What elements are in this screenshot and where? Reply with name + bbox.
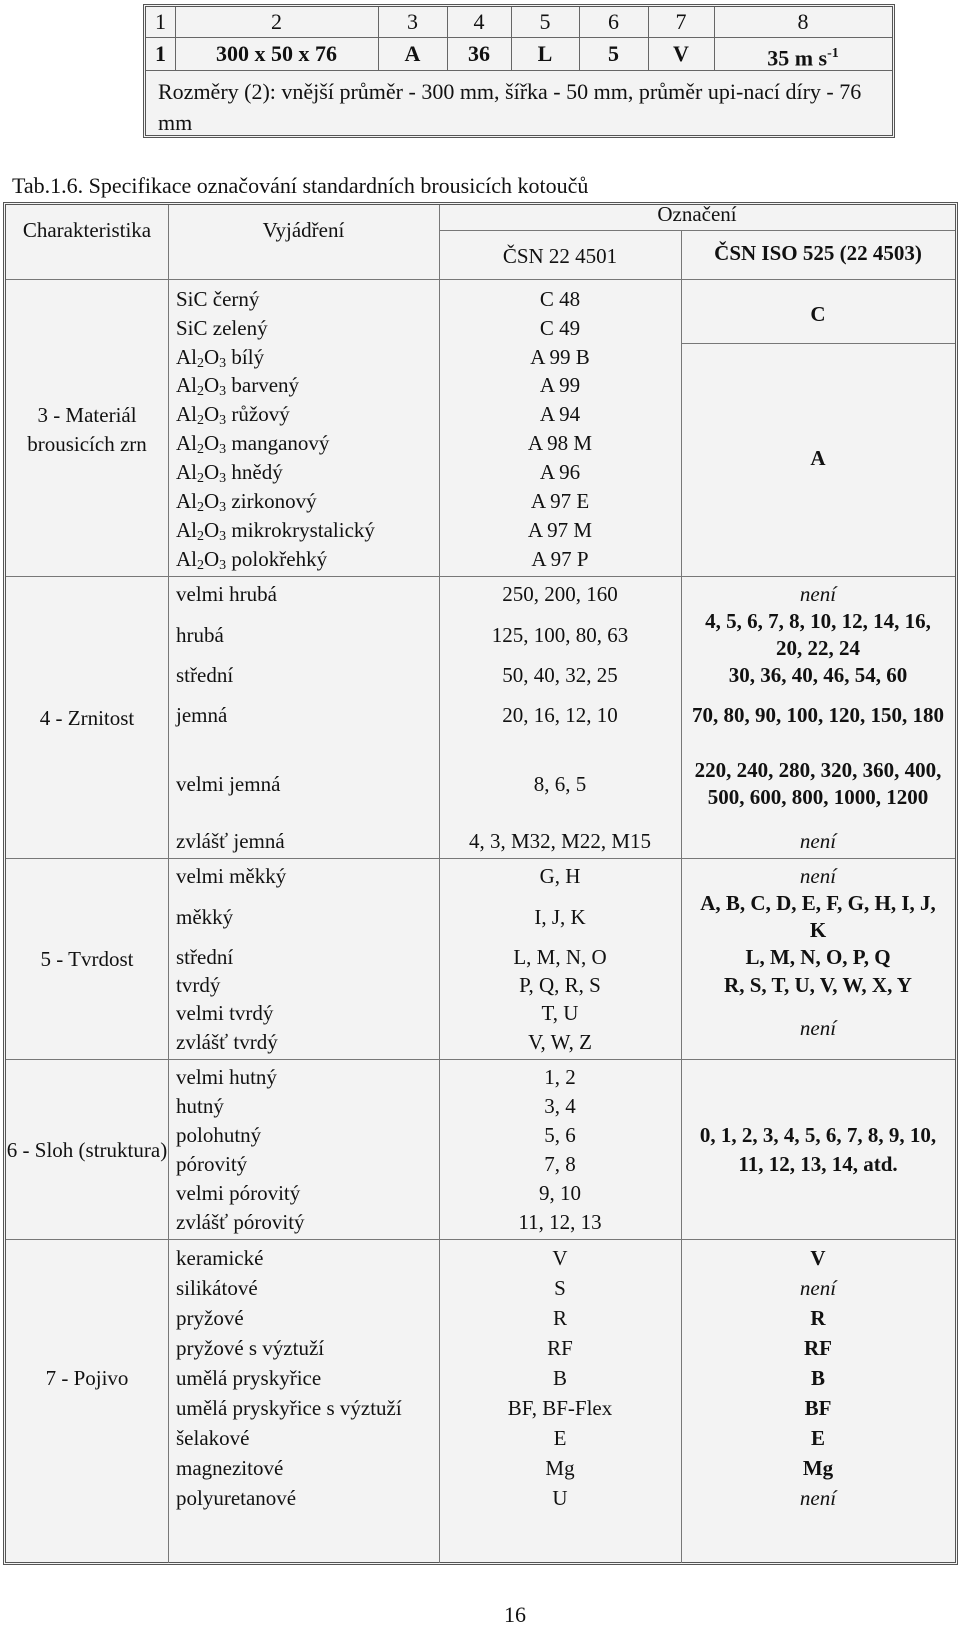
expression-cell: umělá pryskyřice bbox=[176, 1365, 322, 1390]
table-caption: Tab.1.6. Specifikace označování standardních brousicích kotoučů bbox=[12, 173, 589, 198]
csn-code-cell: 11, 12, 13 bbox=[518, 1210, 602, 1234]
expression-cell: velmi hutný bbox=[176, 1065, 277, 1089]
csn-code-cell: 5, 6 bbox=[544, 1123, 576, 1147]
example-value-cell: 1 bbox=[155, 41, 166, 66]
csn-code-cell: V bbox=[552, 1245, 568, 1270]
csn-code-cell: 8, 6, 5 bbox=[533, 771, 587, 796]
expression-cell: polohutný bbox=[176, 1123, 262, 1147]
csn-code-cell: A 99 B bbox=[530, 344, 590, 369]
csn-code-cell: G, H bbox=[539, 864, 581, 888]
example-value-cell: 36 bbox=[468, 41, 490, 66]
csn-code-cell: BF, BF-Flex bbox=[507, 1395, 613, 1420]
csn-code-cell: P, Q, R, S bbox=[519, 972, 601, 997]
csn-code-cell: A 97 M bbox=[527, 518, 593, 542]
example-value-cell: 300 x 50 x 76 bbox=[216, 41, 337, 66]
expression-cell: zvlášť pórovitý bbox=[176, 1210, 305, 1234]
iso-code-cell: 30, 36, 40, 46, 54, 60 bbox=[728, 662, 908, 687]
expression-cell: pórovitý bbox=[176, 1152, 248, 1176]
dimension-note: Rozměry (2): vnější průměr - 300 mm, šířka - 50 mm, průměr upi-nací díry - 76 mm bbox=[158, 79, 862, 135]
expression-cell: jemná bbox=[176, 702, 228, 727]
csn-code-cell: 125, 100, 80, 63 bbox=[491, 622, 629, 647]
iso-code-cell: Mg bbox=[802, 1455, 834, 1480]
iso-code-cell: není bbox=[799, 1485, 837, 1510]
header-expression: Vyjádření bbox=[262, 217, 345, 242]
iso-code-cell: R bbox=[810, 1305, 826, 1330]
example-designation-table bbox=[143, 4, 895, 138]
unit-exponent: -1 bbox=[827, 46, 839, 61]
iso-code-cell: A bbox=[810, 446, 826, 470]
iso-code-cell: E bbox=[810, 1425, 825, 1450]
expression-cell: šelakové bbox=[176, 1425, 250, 1450]
example-header-cell: 8 bbox=[797, 9, 809, 34]
csn-code-cell: C 49 bbox=[539, 316, 581, 340]
iso-code-cell: 220, 240, 280, 320, 360, 400, 500, 600, 800, 1000, 1200 bbox=[694, 758, 942, 809]
section-name: 5 - Tvrdost bbox=[40, 947, 134, 971]
grinding-wheel-spec-table bbox=[3, 202, 958, 1565]
example-header-cell: 5 bbox=[539, 9, 551, 34]
expression-cell: keramické bbox=[176, 1245, 264, 1270]
expression-cell: velmi tvrdý bbox=[176, 1001, 274, 1025]
csn-code-cell: 50, 40, 32, 25 bbox=[502, 662, 618, 687]
expression-cell: hutný bbox=[176, 1094, 224, 1118]
expression-cell: velmi měkký bbox=[176, 864, 287, 888]
expression-cell: hrubá bbox=[176, 622, 224, 647]
csn-code-cell: 9, 10 bbox=[539, 1181, 581, 1205]
iso-code-cell: není bbox=[799, 864, 837, 888]
section-name: 6 - Sloh (struktura) bbox=[6, 1137, 168, 1162]
csn-code-cell: I, J, K bbox=[534, 904, 586, 929]
csn-code-cell: 7, 8 bbox=[544, 1152, 576, 1176]
csn-code-cell: 250, 200, 160 bbox=[502, 582, 618, 606]
csn-code-cell: V, W, Z bbox=[528, 1030, 592, 1054]
csn-code-cell: 20, 16, 12, 10 bbox=[502, 702, 618, 727]
expression-cell: magnezitové bbox=[176, 1455, 284, 1480]
header-iso: ČSN ISO 525 (22 4503) bbox=[714, 240, 922, 265]
expression-cell: silikátové bbox=[176, 1275, 258, 1300]
csn-code-cell: RF bbox=[547, 1335, 573, 1360]
csn-code-cell: 1, 2 bbox=[544, 1065, 576, 1089]
csn-code-cell: A 99 bbox=[539, 373, 581, 397]
iso-code-cell: není bbox=[799, 829, 837, 853]
section-name: 7 - Pojivo bbox=[45, 1365, 129, 1390]
example-header-cell: 7 bbox=[675, 9, 687, 34]
csn-code-cell: A 97 E bbox=[530, 489, 590, 513]
expression-cell: $Al_2O_3$ bílý bbox=[176, 344, 265, 371]
expression-cell: umělá pryskyřice s výztuží bbox=[176, 1395, 402, 1420]
example-value-cell: V bbox=[673, 41, 689, 66]
expression-cell: tvrdý bbox=[176, 972, 221, 997]
iso-code-cell: 4, 5, 6, 7, 8, 10, 12, 14, 16, 20, 22, 24 bbox=[705, 609, 931, 660]
iso-code-cell: 0, 1, 2, 3, 4, 5, 6, 7, 8, 9, 10, 11, 12, 13, 14, atd. bbox=[699, 1123, 937, 1176]
expression-cell: $Al_2O_3$ hnědý bbox=[176, 460, 283, 486]
expression-cell: zvlášť jemná bbox=[176, 829, 285, 853]
expression-cell: velmi hrubá bbox=[176, 582, 277, 606]
expression-cell: polyuretanové bbox=[176, 1485, 297, 1510]
iso-code-cell: RF bbox=[804, 1335, 832, 1360]
iso-code-cell: není bbox=[799, 582, 837, 606]
iso-code-cell: BF bbox=[804, 1395, 832, 1420]
expression-cell: střední bbox=[176, 662, 234, 687]
section-name: 4 - Zrnitost bbox=[39, 705, 135, 730]
expression-cell: $Al_2O_3$ zirkonový bbox=[176, 489, 317, 515]
expression-cell: SiC zelený bbox=[176, 316, 268, 340]
csn-code-cell: Mg bbox=[545, 1455, 575, 1480]
csn-code-cell: E bbox=[553, 1425, 567, 1450]
csn-code-cell: T, U bbox=[541, 1001, 579, 1025]
page-number: 16 bbox=[504, 1602, 526, 1627]
csn-code-cell: C 48 bbox=[539, 287, 581, 311]
example-header-cell: 2 bbox=[271, 9, 282, 34]
csn-code-cell: B bbox=[552, 1365, 567, 1390]
csn-code-cell: A 94 bbox=[539, 402, 581, 426]
iso-code-cell: L, M, N, O, P, Q bbox=[745, 944, 891, 969]
example-header-cell: 4 bbox=[473, 9, 485, 34]
csn-code-cell: 3, 4 bbox=[544, 1094, 576, 1118]
expression-cell: pryžové s výztuží bbox=[176, 1335, 325, 1360]
csn-code-cell: 4, 3, M32, M22, M15 bbox=[468, 829, 652, 853]
example-value-cell: 5 bbox=[608, 41, 619, 66]
csn-code-cell: L, M, N, O bbox=[513, 944, 607, 969]
iso-code-cell: není bbox=[799, 1275, 837, 1300]
example-header-cell: 6 bbox=[608, 9, 619, 34]
example-value-cell: L bbox=[537, 41, 553, 66]
iso-code-cell: 70, 80, 90, 100, 120, 150, 180 bbox=[692, 702, 944, 727]
example-header-cell: 1 bbox=[155, 9, 166, 34]
example-value-cell: 35 m $s^{-1}$ bbox=[767, 45, 839, 71]
iso-code-cell: V bbox=[810, 1245, 826, 1270]
section-name: 3 - Materiál brousicích zrn bbox=[27, 402, 147, 456]
header-designation: Označení bbox=[657, 201, 737, 226]
expression-cell: SiC černý bbox=[176, 287, 260, 311]
csn-code-cell: A 96 bbox=[539, 460, 581, 484]
expression-cell: pryžové bbox=[176, 1305, 244, 1330]
iso-code-cell: C bbox=[810, 301, 826, 326]
expression-cell: $Al_2O_3$ růžový bbox=[176, 402, 290, 428]
expression-cell: měkký bbox=[176, 904, 234, 929]
expression-cell: střední bbox=[176, 944, 234, 969]
example-header-cell: 3 bbox=[407, 9, 418, 34]
expression-cell: velmi pórovitý bbox=[176, 1181, 301, 1205]
expression-cell: $Al_2O_3$ mikrokrystalický bbox=[176, 518, 375, 544]
example-value-cell: A bbox=[404, 41, 421, 66]
csn-code-cell: R bbox=[552, 1305, 567, 1330]
expression-cell: zvlášť tvrdý bbox=[176, 1030, 278, 1054]
iso-code-cell: B bbox=[810, 1365, 825, 1390]
iso-code-cell: není bbox=[799, 1015, 837, 1040]
expression-cell: $Al_2O_3$ manganový bbox=[176, 431, 330, 457]
csn-code-cell: S bbox=[554, 1275, 566, 1300]
csn-code-cell: U bbox=[552, 1485, 568, 1510]
csn-code-cell: A 98 M bbox=[527, 431, 593, 455]
iso-code-cell: R, S, T, U, V, W, X, Y bbox=[724, 972, 912, 997]
expression-cell: $Al_2O_3$ polokřehký bbox=[176, 547, 328, 573]
expression-cell: velmi jemná bbox=[176, 771, 281, 796]
csn-code-cell: A 97 P bbox=[531, 547, 589, 571]
header-csn: ČSN 22 4501 bbox=[502, 243, 618, 268]
iso-code-cell: A, B, C, D, E, F, G, H, I, J, K bbox=[700, 891, 936, 942]
header-characteristic: Charakteristika bbox=[22, 217, 152, 242]
expression-cell: $Al_2O_3$ barvený bbox=[176, 373, 300, 399]
